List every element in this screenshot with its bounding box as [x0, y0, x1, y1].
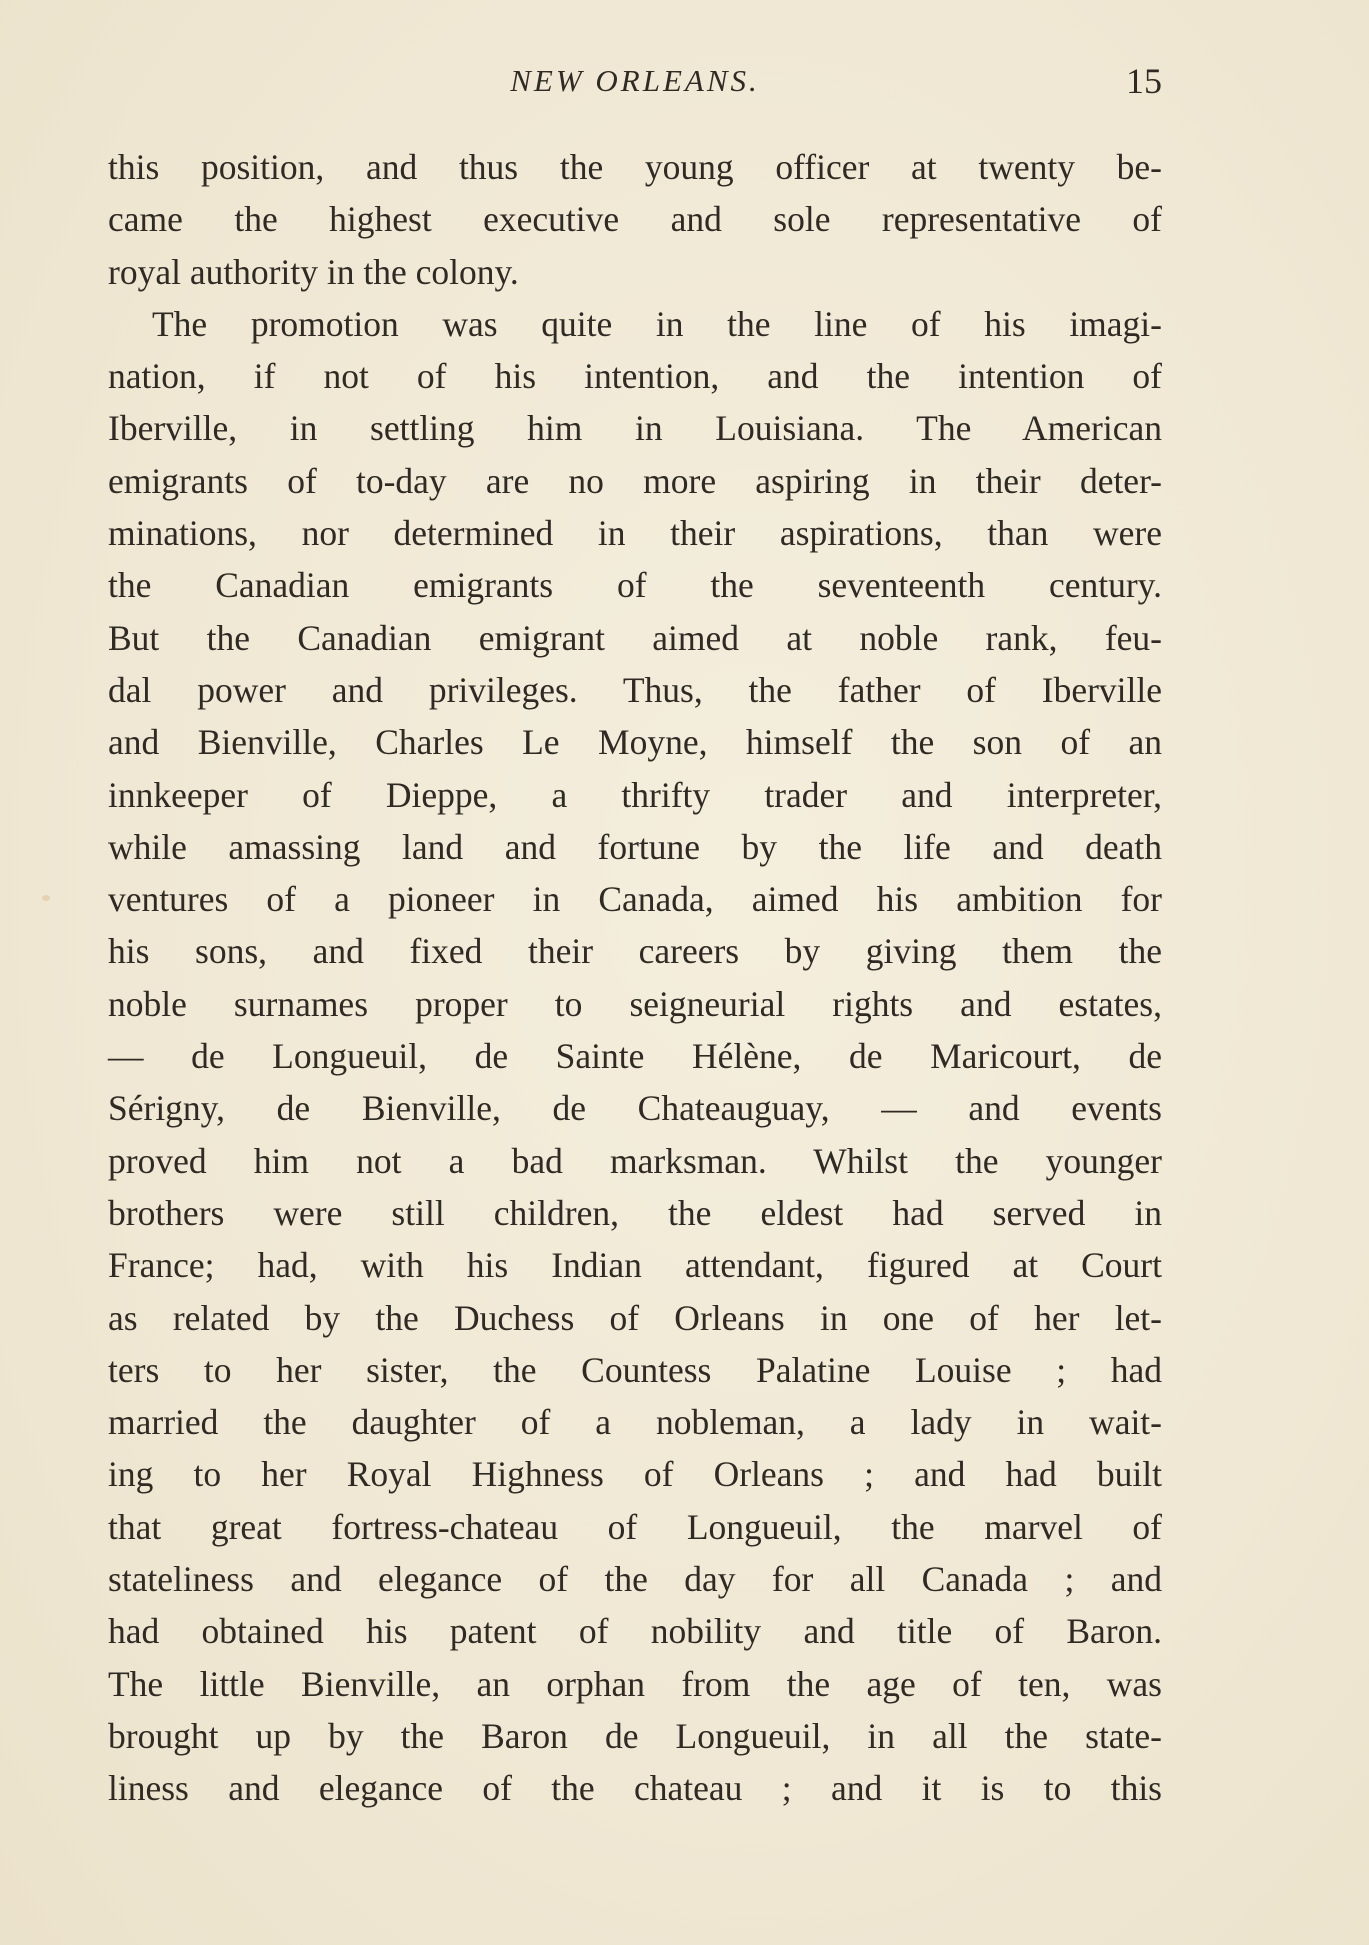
text-line: The promotion was quite in the line of his imagi- — [152, 303, 1162, 344]
text-line: — de Longueuil, de Sainte Hélène, de Maricourt, de — [108, 1036, 1162, 1077]
text-line: married the daughter of a nobleman, a lady in wait- — [108, 1402, 1162, 1443]
text-line: as related by the Duchess of Orleans in one of her let- — [108, 1297, 1162, 1338]
text-line: ing to her Royal Highness of Orleans ; and had built — [108, 1454, 1162, 1495]
text-line: minations, nor determined in their aspirations, than were — [108, 513, 1162, 554]
text-line: emigrants of to-day are no more aspiring in their deter- — [108, 460, 1162, 501]
text-line: this position, and thus the young officer at twenty be- — [108, 147, 1162, 187]
text-line: The little Bienville, an orphan from the age of ten, was — [108, 1663, 1162, 1704]
text-line: had obtained his patent of nobility and title of Baron. — [108, 1611, 1162, 1652]
text-line: his sons, and fixed their careers by giving them the — [108, 931, 1162, 972]
text-line: innkeeper of Dieppe, a thrifty trader and interpreter, — [108, 774, 1162, 815]
text-line: while amassing land and fortune by the life and death — [108, 826, 1162, 867]
text-line: stateliness and elegance of the day for all Canada ; and — [108, 1559, 1162, 1600]
text-line: dal power and privileges. Thus, the father of Iberville — [108, 669, 1162, 710]
text-line: ventures of a pioneer in Canada, aimed his ambition for — [108, 879, 1162, 920]
body-text — [108, 141, 1162, 1815]
text-line: Iberville, in settling him in Louisiana. The American — [108, 408, 1162, 449]
text-line: But the Canadian emigrant aimed at noble rank, feu- — [108, 617, 1162, 658]
text-line: noble surnames proper to seigneurial rights and estates, — [108, 983, 1162, 1024]
text-line: liness and elegance of the chateau ; and it is to this — [108, 1768, 1162, 1809]
text-line: brothers were still children, the eldest had served in — [108, 1192, 1162, 1233]
text-line: royal authority in the colony. — [108, 251, 519, 292]
text-line: France; had, with his Indian attendant, figured at Court — [108, 1245, 1162, 1286]
text-line: ters to her sister, the Countess Palatine Louise ; had — [108, 1349, 1162, 1390]
text-line: and Bienville, Charles Le Moyne, himself the son of an — [108, 722, 1162, 763]
page-header — [108, 58, 1162, 108]
text-line: that great fortress-chateau of Longueuil, the marvel of — [108, 1506, 1162, 1547]
page-number: 15 — [1126, 61, 1162, 101]
text-line: came the highest executive and sole representative of — [108, 199, 1162, 240]
text-line: nation, if not of his intention, and the intention of — [108, 356, 1162, 397]
paper-blemish — [42, 895, 50, 901]
text-line: proved him not a bad marksman. Whilst the younger — [108, 1140, 1162, 1181]
text-line: Sérigny, de Bienville, de Chateauguay, — and events — [108, 1088, 1162, 1129]
running-head: NEW ORLEANS. — [510, 63, 760, 98]
text-line: brought up by the Baron de Longueuil, in all the state- — [108, 1715, 1162, 1756]
text-line: the Canadian emigrants of the seventeenth century. — [108, 565, 1162, 606]
